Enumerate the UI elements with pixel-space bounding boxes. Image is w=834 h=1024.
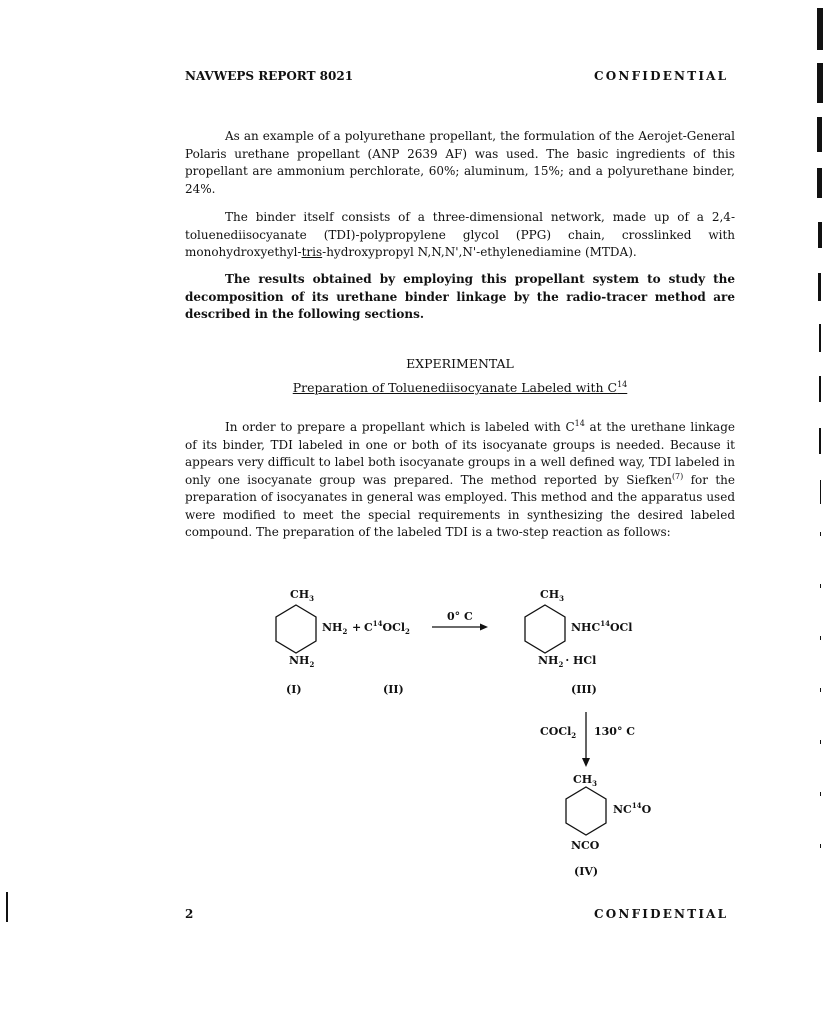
label-II: (II) bbox=[383, 683, 404, 696]
ch3-IV: $CH_3$ bbox=[573, 773, 598, 788]
condition-0C: 0° C bbox=[447, 610, 473, 623]
section-subheading: Preparation of Toluenediisocyanate Labeled with $C^{14}$ bbox=[292, 379, 628, 395]
label-IV: (IV) bbox=[574, 865, 599, 878]
classification-footer: CONFIDENTIAL bbox=[594, 907, 729, 921]
nh2-hcl-III: $NH_2$ · HCl bbox=[538, 654, 597, 669]
nco-IV: NCO bbox=[571, 839, 600, 852]
arrowhead-1 bbox=[480, 624, 488, 631]
paragraph-4: In order to prepare a propellant which is labeled with $C^{14}$ at the urethane linkage of its binder, TDI labeled in one or both of its isocyanate groups is needed. Because it appears very difficult to label both isocyanate groups in a well defined way, TDI labeled in only one isocyanate group was prepared. The method reported by Siefken$^{(7)}$ for the preparation of isocyanates in general was employed. This method and the apparatus used were modified to meet the special requirements in synthesizing the desired labeled compound. The preparation of the labeled TDI is a two-step reaction as follows: bbox=[185, 419, 735, 539]
product-group-III: NHC$^{14}$OCl bbox=[571, 619, 633, 634]
ch3-III: $CH_3$ bbox=[540, 588, 565, 603]
plus-sign: + bbox=[352, 621, 362, 634]
paragraph-2: The binder itself consists of a three-dimensional network, made up of a 2,4-toluenediisocyanate (TDI)-polypropylene glycol (PPG) chain, crosslinked with monohydroxyethyl-tris-hydroxypropyl N,N,N',N'-ethylenediamine (MTDA). bbox=[185, 210, 735, 259]
label-I: (I) bbox=[286, 683, 302, 696]
benzene-ring-IV bbox=[566, 787, 606, 835]
temp-130C: 130° C bbox=[594, 725, 636, 738]
cocl2: COCl$_2$ bbox=[540, 725, 577, 740]
section-heading: EXPERIMENTAL bbox=[406, 356, 514, 371]
reagent-II: $C^{14}OCl_2$ bbox=[364, 619, 410, 636]
paragraph-3: The results obtained by employing this propellant system to study the decomposition of its urethane binder linkage by the radio-tracer method are described in the following sections. bbox=[185, 272, 735, 321]
benzene-ring-III bbox=[525, 605, 565, 653]
nc14o-IV: NC$^{14}$O bbox=[613, 801, 652, 816]
ch3-I: $CH_3$ bbox=[290, 588, 315, 603]
arrowhead-2 bbox=[582, 758, 590, 767]
label-III: (III) bbox=[571, 683, 597, 696]
classification-header: CONFIDENTIAL bbox=[594, 69, 729, 83]
nh2-I-bottom: $NH_2$ bbox=[289, 654, 315, 669]
page-number: 2 bbox=[185, 907, 194, 921]
nh2-I-side: $NH_2$ bbox=[322, 621, 348, 636]
report-number: NAVWEPS REPORT 8021 bbox=[185, 69, 354, 83]
benzene-ring-I bbox=[276, 605, 316, 653]
paragraph-1: As an example of a polyurethane propellant, the formulation of the Aerojet-General Polaris urethane propellant (ANP 2639 AF) was used. The basic ingredients of this propellant are ammonium perchlorate, 60%; aluminum, 15%; and a polyurethane binder, 24%. bbox=[185, 129, 735, 196]
